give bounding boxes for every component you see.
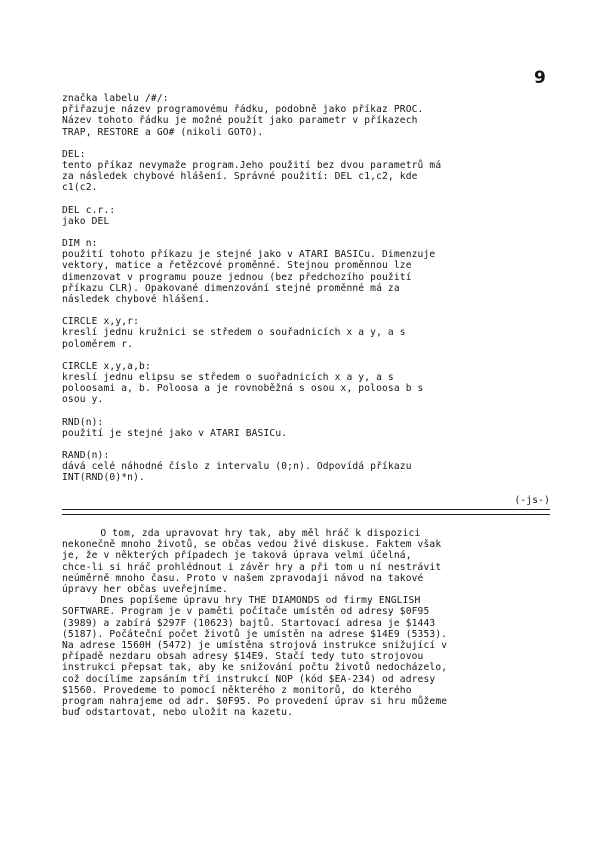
entry-label-marker xyxy=(62,93,550,138)
entry-heading: DEL c.r.: xyxy=(62,204,116,216)
entry-description: jako DEL xyxy=(62,215,110,227)
author-signature: (-js-) xyxy=(514,494,550,506)
article-paragraph: O tom, zda upravovat hry tak, aby měl hráč k dispozici nekonečně mnoho životů, se občas vedou živé diskuse. Faktem však je, že v některých případech je taková úprava velmi účelná, chce-li si hráč prohlédnout i závěr hry a při tom u ní nestrávit neúměrně mnoho času. Proto v našem zpravodaji návod na takové úpravy her občas uveřejníme. xyxy=(62,527,442,595)
entry-heading: DEL: xyxy=(62,148,86,160)
entry-del xyxy=(62,149,550,194)
article-paragraph: Dnes popíšeme úpravu hry THE DIAMONDS od firmy ENGLISH SOFTWARE. Program je v paměti počítače umístěn od adresy $0F95 (3989) a zabírá $297F (10623) bajtů. Startovací adresa je $1443 (5187). Počáteční počet životů je umístěn na adrese $14E9 (5353). Na adrese 1560H (5472) je umístěna strojová instrukce snižující v případě nezdaru obsah adresy $14E9. Stačí tedy tuto strojovou instrukci přepsat tak, aby ke snižování počtu životů nedocházelo, což docílíme zapsáním tří instrukcí NOP (kód $EA-234) od adresy $1560. Provedeme to pomocí některého z monitorů, do kterého program nahrajeme od adr. $0F95. Po provedení úprav si hru můžeme buď odstartovat, nebo uložit na kazetu. xyxy=(62,595,448,719)
entry-dim xyxy=(62,238,550,305)
page-content xyxy=(62,93,550,718)
entry-heading: CIRCLE x,y,r: xyxy=(62,316,140,328)
entry-circle-radius xyxy=(62,316,550,350)
entry-heading: DIM n: xyxy=(62,238,98,250)
entry-heading: CIRCLE x,y,a,b: xyxy=(62,360,151,372)
entry-del-cr xyxy=(62,205,550,227)
entry-description: přiřazuje název programovému řádku, podobně jako příkaz PROC. Název tohoto řádku je možné použít jako parametr v příkazech TRAP, RESTORE a GO# (nikoli GOTO). xyxy=(62,104,424,138)
article-infinite-lives xyxy=(62,528,550,718)
entry-description: dává celé náhodné číslo z intervalu (0;n). Odpovídá příkazu INT(RND(0)*n). xyxy=(62,461,412,484)
entry-rand xyxy=(62,450,550,484)
entry-description: kreslí jednu elipsu se středem o suořadnicích x a y, a s poloosami a, b. Poloosa a je rovnoběžná s osou x, poloosa b s osou y. xyxy=(62,372,424,406)
entry-heading: RND(n): xyxy=(62,416,104,428)
entry-circle-ellipse xyxy=(62,361,550,406)
entry-description: kreslí jednu kružnici se středem o souřadnicích x a y, a s poloměrem r. xyxy=(62,327,406,350)
double-divider xyxy=(62,509,550,515)
page-number: 9 xyxy=(534,68,546,88)
entry-heading: RAND(n): xyxy=(62,450,110,462)
entry-rnd xyxy=(62,417,550,439)
entry-description: použití je stejné jako v ATARI BASICu. xyxy=(62,427,288,439)
entry-heading: značka labelu /#/: xyxy=(62,93,169,104)
entry-description: tento příkaz nevymaže program.Jeho použití bez dvou parametrů má za následek chybové hlášení. Správné použití: DEL c1,c2, kde c1(c2. xyxy=(62,160,442,194)
entry-description: použití tohoto příkazu je stejné jako v ATARI BASICu. Dimenzuje vektory, matice a řetězcové proměnné. Stejnou proměnnou lze dimenzovat v programu pouze jednou (bez předchozího použití příkazu CLR). Opakované dimenzování stejné proměnné má za následek chybové hlášení. xyxy=(62,249,436,306)
